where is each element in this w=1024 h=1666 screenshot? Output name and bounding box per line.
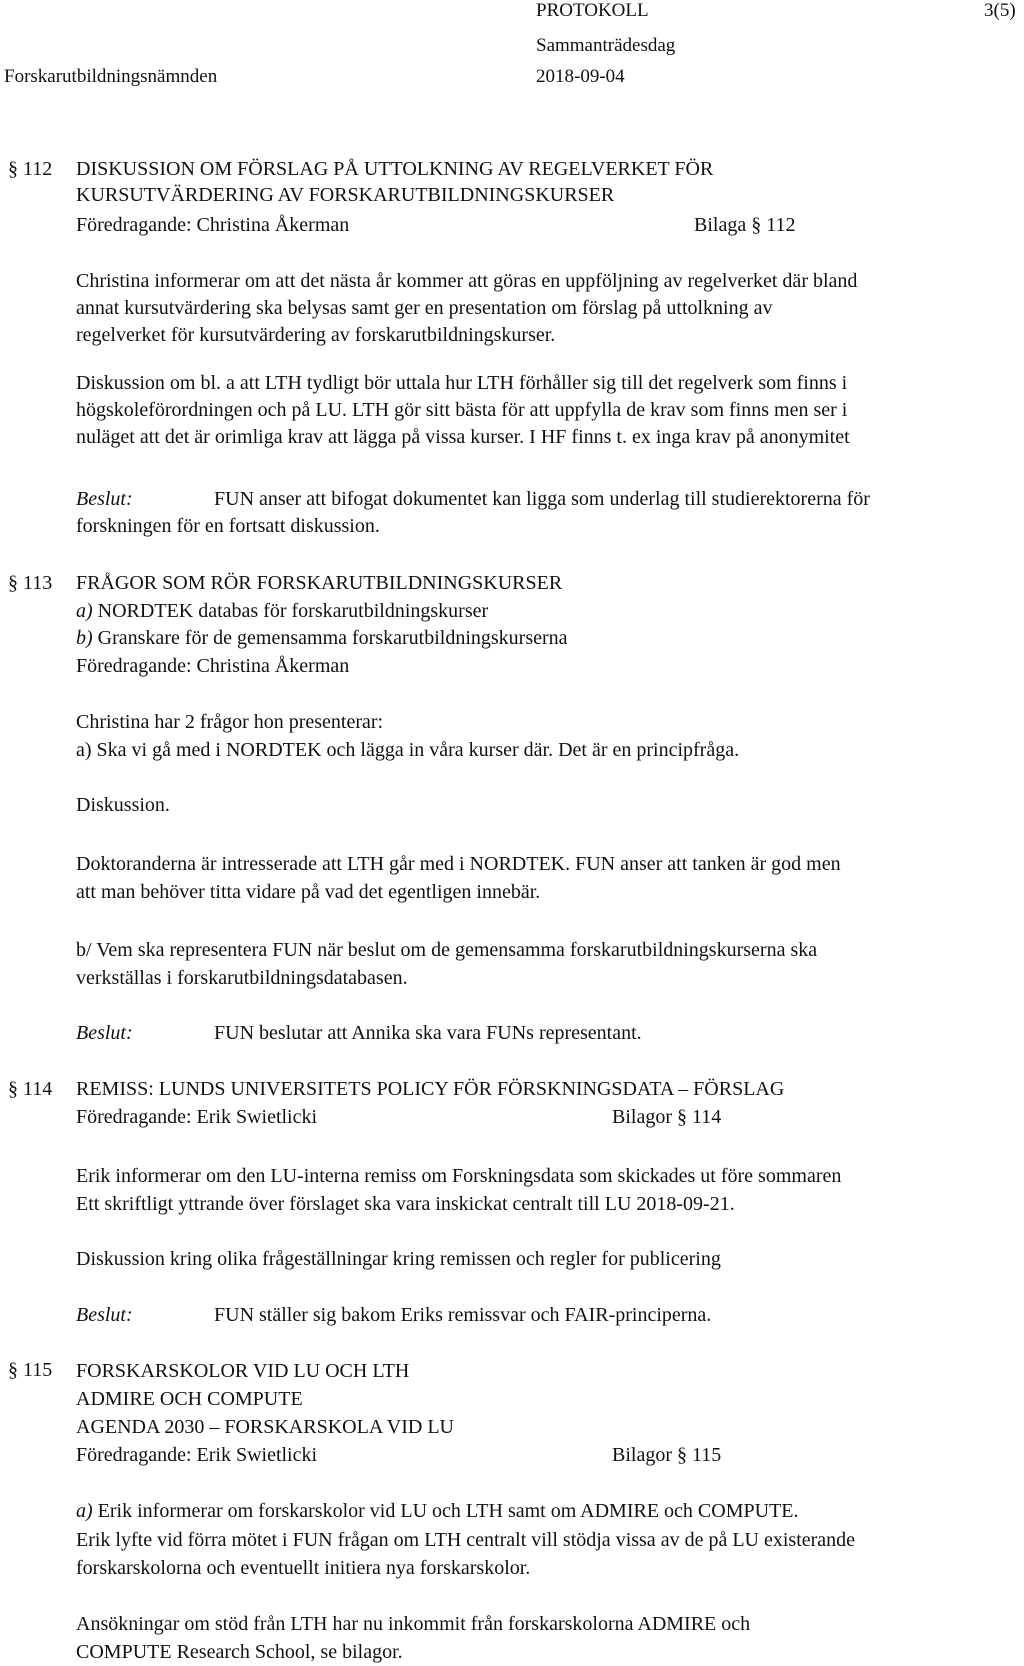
section-113-decision: FUN beslutar att Annika ska vara FUNs representant. (214, 1022, 642, 1044)
section-114-attachment: Bilagor § 114 (612, 1106, 722, 1128)
section-112-decision-line-2: forskningen för en fortsatt diskussion. (76, 515, 380, 537)
section-113-decision-label: Beslut: (76, 1022, 133, 1044)
section-114-title: REMISS: LUNDS UNIVERSITETS POLICY FÖR FÖRSKNINGSDATA – FÖRSLAG (76, 1078, 785, 1100)
section-112-paragraph-1: Christina informerar om att det nästa år kommer att göras en uppföljning av regelverket där bland annat kursutvärdering ska belysas samt ger en presentation om förslag på uttolkning av regelverket för kursutvärdering av forskarutbildningskurser. (76, 270, 858, 346)
document-type: PROTOKOLL (536, 0, 649, 21)
section-112-paragraph-2: Diskussion om bl. a att LTH tydligt bör uttala hur LTH förhåller sig till det regelverk som finns i högskoleförordningen och på LU. LTH gör sitt bästa för att uppfylla de krav som finns men ser i nuläget att det är orimliga krav att lägga på vissa kurser. I HF finns t. ex inga krav på anonymitet (76, 372, 850, 448)
section-112-title: DISKUSSION OM FÖRSLAG PÅ UTTOLKNING AV REGELVERKET FÖR KURSUTVÄRDERING AV FORSKARUTBILDNINGSKURSER (76, 158, 714, 206)
section-114-number: § 114 (8, 1078, 53, 1100)
section-114-decision: FUN ställer sig bakom Eriks remissvar och FAIR-principerna. (214, 1304, 712, 1326)
section-113-title: FRÅGOR SOM RÖR FORSKARUTBILDNINGSKURSER (76, 572, 563, 594)
section-115-presenter: Föredragande: Erik Swietlicki (76, 1444, 318, 1466)
section-115-paragraph-1: Erik lyfte vid förra mötet i FUN frågan om LTH centralt vill stödja vissa av de på LU existerande forskarskolorna och eventuellt initiera nya forskarskolor. (76, 1529, 856, 1579)
section-113-presenter: Föredragande: Christina Åkerman (76, 655, 350, 677)
section-112-presenter: Föredragande: Christina Åkerman (76, 214, 350, 236)
section-113-paragraph-2: Diskussion. (76, 794, 170, 816)
meeting-type: Sammanträdesdag (536, 35, 676, 56)
meeting-date: 2018-09-04 (536, 66, 625, 87)
section-113-paragraph-3: Doktoranderna är intresserade att LTH går med i NORDTEK. FUN anser att tanken är god men att man behöver titta vidare på vad det egentligen innebär. (76, 853, 841, 903)
section-113-paragraph-4: b/ Vem ska representera FUN när beslut om de gemensamma forskarutbildningskurserna ska verkställas i forskarutbildningsdatabasen. (76, 939, 818, 989)
section-112-decision-label: Beslut: (76, 488, 133, 510)
section-115-attachment: Bilagor § 115 (612, 1444, 722, 1466)
section-115-number: § 115 (8, 1359, 53, 1381)
section-114-paragraph-1: Erik informerar om den LU-interna remiss om Forskningsdata som skickades ut före sommaren Ett skriftligt yttrande över förslaget ska vara inskickat centralt till LU 2018-09-21. (76, 1165, 842, 1215)
section-113-item-a: a) NORDTEK databas för forskarutbildningskurser (76, 600, 489, 622)
section-114-paragraph-2: Diskussion kring olika frågeställningar kring remissen och regler for publicering (76, 1248, 721, 1270)
section-114-presenter: Föredragande: Erik Swietlicki (76, 1106, 318, 1128)
page-number: 3(5) (984, 0, 1016, 21)
section-115-title: FORSKARSKOLOR VID LU OCH LTH ADMIRE OCH COMPUTE AGENDA 2030 – FORSKARSKOLA VID LU (76, 1360, 454, 1438)
section-113-number: § 113 (8, 572, 53, 594)
organization-name: Forskarutbildningsnämnden (4, 66, 218, 87)
section-115-paragraph-1-first-line: a) Erik informerar om forskarskolor vid LU och LTH samt om ADMIRE och COMPUTE. (76, 1500, 799, 1522)
section-112-number: § 112 (8, 158, 53, 180)
section-115-paragraph-2: Ansökningar om stöd från LTH har nu inkommit från forskarskolorna ADMIRE och COMPUTE Research School, se bilagor. (76, 1613, 751, 1663)
section-113-item-b: b) Granskare för de gemensamma forskarutbildningskurserna (76, 627, 568, 649)
section-112-attachment: Bilaga § 112 (694, 214, 796, 236)
section-114-decision-label: Beslut: (76, 1304, 133, 1326)
section-112-decision-line-1: FUN anser att bifogat dokumentet kan ligga som underlag till studierektorerna för (214, 488, 870, 510)
section-113-paragraph-1: Christina har 2 frågor hon presenterar: a) Ska vi gå med i NORDTEK och lägga in våra kurser där. Det är en principfråga. (76, 711, 740, 761)
